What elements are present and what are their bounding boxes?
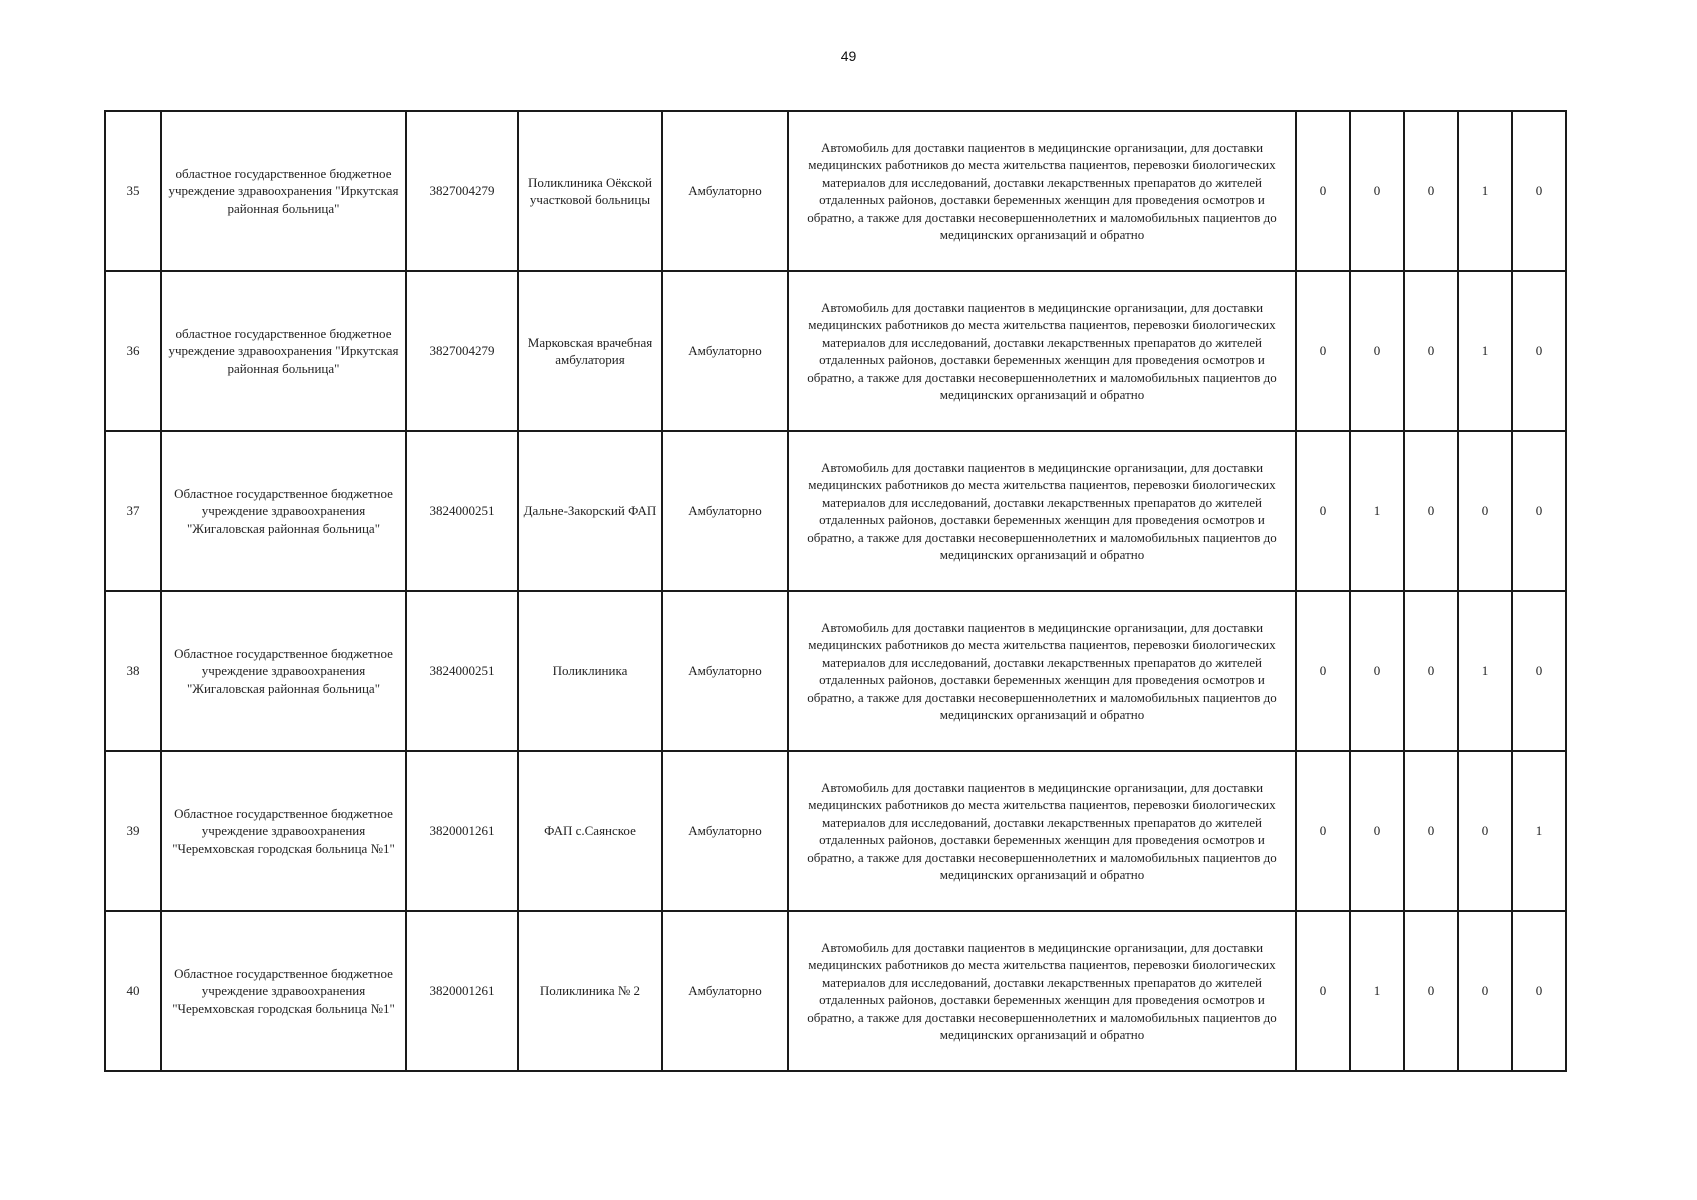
count-cell: 0	[1296, 111, 1350, 271]
count-cell: 0	[1350, 591, 1404, 751]
count-cell: 0	[1296, 431, 1350, 591]
table-row	[105, 431, 1566, 591]
count-cell: 0	[1350, 271, 1404, 431]
row-number: 39	[105, 751, 161, 911]
count-cell: 1	[1512, 751, 1566, 911]
inn-code: 3820001261	[406, 751, 518, 911]
row-number: 35	[105, 111, 161, 271]
count-cell: 1	[1350, 911, 1404, 1071]
inn-code: 3827004279	[406, 271, 518, 431]
row-number: 37	[105, 431, 161, 591]
subdivision-name: Дальне-Закорский ФАП	[518, 431, 662, 591]
care-condition: Амбулаторно	[662, 431, 788, 591]
vehicle-allocation-table	[104, 110, 1567, 1072]
table-row	[105, 911, 1566, 1071]
count-cell: 1	[1458, 271, 1512, 431]
row-number: 36	[105, 271, 161, 431]
organization-name: областное государственное бюджетное учреждение здравоохранения "Иркутская районная больница"	[161, 111, 406, 271]
subdivision-name: Поликлиника Оёкской участковой больницы	[518, 111, 662, 271]
subdivision-name: Поликлиника	[518, 591, 662, 751]
subdivision-name: Марковская врачебная амбулатория	[518, 271, 662, 431]
count-cell: 0	[1350, 111, 1404, 271]
count-cell: 1	[1458, 591, 1512, 751]
inn-code: 3820001261	[406, 911, 518, 1071]
organization-name: Областное государственное бюджетное учреждение здравоохранения "Жигаловская районная больница"	[161, 431, 406, 591]
vehicle-purpose: Автомобиль для доставки пациентов в медицинские организации, для доставки медицинских работников до места жительства пациентов, перевозки биологических материалов для исследований, доставки лекарственных препаратов до жителей отдаленных районов, доставки беременных женщин для проведения осмотров и обратно, а также для доставки несовершеннолетних и маломобильных пациентов до медицинских организаций и обратно	[788, 111, 1296, 271]
care-condition: Амбулаторно	[662, 751, 788, 911]
table-row	[105, 271, 1566, 431]
care-condition: Амбулаторно	[662, 111, 788, 271]
organization-name: областное государственное бюджетное учреждение здравоохранения "Иркутская районная больница"	[161, 271, 406, 431]
count-cell: 0	[1404, 271, 1458, 431]
subdivision-name: Поликлиника № 2	[518, 911, 662, 1071]
count-cell: 0	[1404, 751, 1458, 911]
row-number: 40	[105, 911, 161, 1071]
count-cell: 0	[1404, 591, 1458, 751]
vehicle-purpose: Автомобиль для доставки пациентов в медицинские организации, для доставки медицинских работников до места жительства пациентов, перевозки биологических материалов для исследований, доставки лекарственных препаратов до жителей отдаленных районов, доставки беременных женщин для проведения осмотров и обратно, а также для доставки несовершеннолетних и маломобильных пациентов до медицинских организаций и обратно	[788, 271, 1296, 431]
organization-name: Областное государственное бюджетное учреждение здравоохранения "Черемховская городская больница №1"	[161, 911, 406, 1071]
care-condition: Амбулаторно	[662, 911, 788, 1071]
count-cell: 0	[1296, 271, 1350, 431]
count-cell: 0	[1404, 911, 1458, 1071]
count-cell: 0	[1512, 271, 1566, 431]
organization-name: Областное государственное бюджетное учреждение здравоохранения "Жигаловская районная больница"	[161, 591, 406, 751]
subdivision-name: ФАП с.Саянское	[518, 751, 662, 911]
count-cell: 1	[1350, 431, 1404, 591]
count-cell: 0	[1512, 591, 1566, 751]
count-cell: 0	[1296, 911, 1350, 1071]
count-cell: 0	[1512, 911, 1566, 1071]
table-row	[105, 111, 1566, 271]
count-cell: 0	[1512, 111, 1566, 271]
table-row	[105, 591, 1566, 751]
page-number: 49	[840, 48, 857, 64]
inn-code: 3824000251	[406, 431, 518, 591]
vehicle-purpose: Автомобиль для доставки пациентов в медицинские организации, для доставки медицинских работников до места жительства пациентов, перевозки биологических материалов для исследований, доставки лекарственных препаратов до жителей отдаленных районов, доставки беременных женщин для проведения осмотров и обратно, а также для доставки несовершеннолетних и маломобильных пациентов до медицинских организаций и обратно	[788, 751, 1296, 911]
count-cell: 0	[1458, 431, 1512, 591]
count-cell: 0	[1458, 751, 1512, 911]
count-cell: 1	[1458, 111, 1512, 271]
count-cell: 0	[1296, 751, 1350, 911]
inn-code: 3827004279	[406, 111, 518, 271]
count-cell: 0	[1512, 431, 1566, 591]
count-cell: 0	[1350, 751, 1404, 911]
count-cell: 0	[1296, 591, 1350, 751]
count-cell: 0	[1458, 911, 1512, 1071]
organization-name: Областное государственное бюджетное учреждение здравоохранения "Черемховская городская больница №1"	[161, 751, 406, 911]
row-number: 38	[105, 591, 161, 751]
vehicle-purpose: Автомобиль для доставки пациентов в медицинские организации, для доставки медицинских работников до места жительства пациентов, перевозки биологических материалов для исследований, доставки лекарственных препаратов до жителей отдаленных районов, доставки беременных женщин для проведения осмотров и обратно, а также для доставки несовершеннолетних и маломобильных пациентов до медицинских организаций и обратно	[788, 591, 1296, 751]
inn-code: 3824000251	[406, 591, 518, 751]
count-cell: 0	[1404, 431, 1458, 591]
vehicle-purpose: Автомобиль для доставки пациентов в медицинские организации, для доставки медицинских работников до места жительства пациентов, перевозки биологических материалов для исследований, доставки лекарственных препаратов до жителей отдаленных районов, доставки беременных женщин для проведения осмотров и обратно, а также для доставки несовершеннолетних и маломобильных пациентов до медицинских организаций и обратно	[788, 431, 1296, 591]
count-cell: 0	[1404, 111, 1458, 271]
vehicle-purpose: Автомобиль для доставки пациентов в медицинские организации, для доставки медицинских работников до места жительства пациентов, перевозки биологических материалов для исследований, доставки лекарственных препаратов до жителей отдаленных районов, доставки беременных женщин для проведения осмотров и обратно, а также для доставки несовершеннолетних и маломобильных пациентов до медицинских организаций и обратно	[788, 911, 1296, 1071]
care-condition: Амбулаторно	[662, 591, 788, 751]
table-row	[105, 751, 1566, 911]
care-condition: Амбулаторно	[662, 271, 788, 431]
